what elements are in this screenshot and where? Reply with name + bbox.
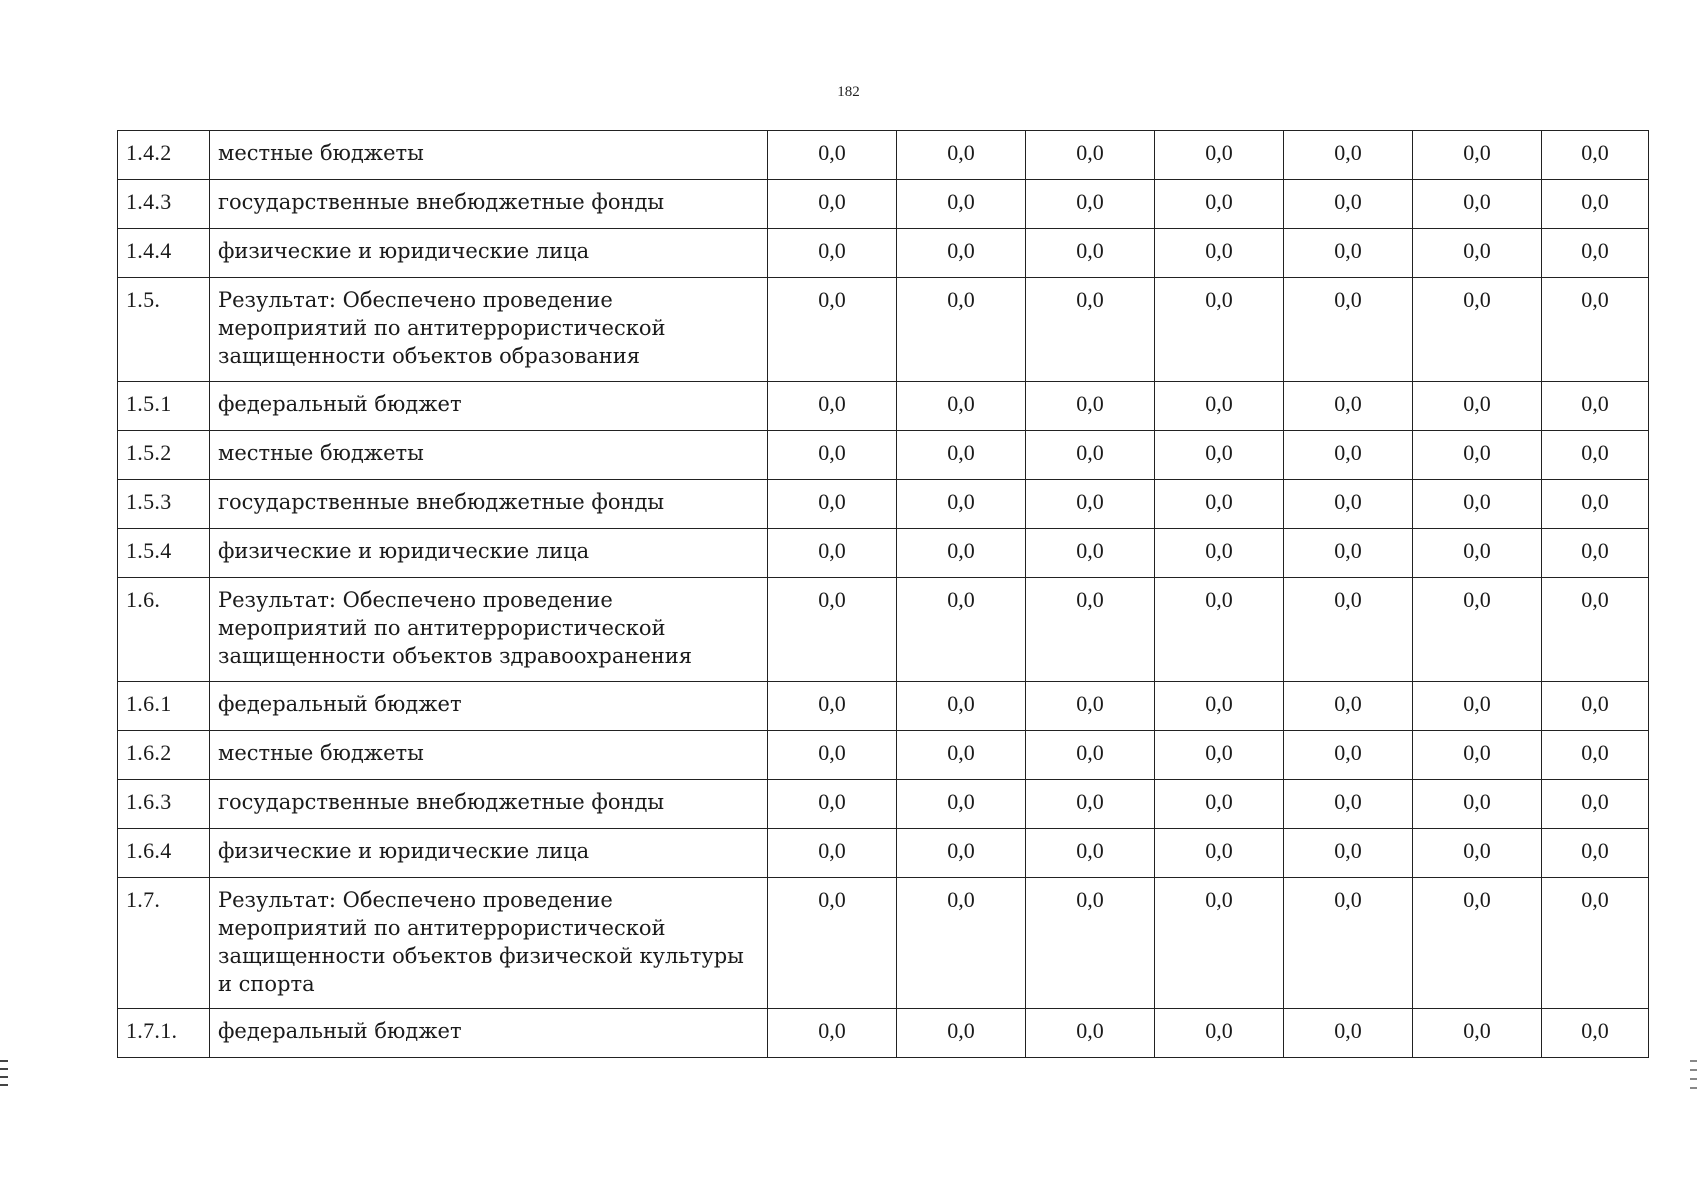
value-cell: 0,0	[1413, 529, 1542, 578]
value-cell: 0,0	[897, 382, 1026, 431]
row-number: 1.5.	[118, 278, 210, 382]
value-cell: 0,0	[1026, 480, 1155, 529]
value-cell: 0,0	[1026, 780, 1155, 829]
value-cell: 0,0	[1155, 229, 1284, 278]
row-label: Результат: Обеспечено проведение мероприятий по антитеррористической защищенности объектов физической культуры и спорта	[210, 878, 768, 1009]
value-cell: 0,0	[768, 829, 897, 878]
row-label: физические и юридические лица	[210, 829, 768, 878]
value-cell: 0,0	[1284, 731, 1413, 780]
value-cell: 0,0	[768, 578, 897, 682]
value-cell: 0,0	[1026, 382, 1155, 431]
value-cell: 0,0	[1026, 1009, 1155, 1058]
row-label: физические и юридические лица	[210, 529, 768, 578]
value-cell: 0,0	[1284, 829, 1413, 878]
table-row	[118, 578, 1649, 682]
value-cell: 0,0	[1026, 180, 1155, 229]
value-cell: 0,0	[1542, 180, 1649, 229]
value-cell: 0,0	[1542, 780, 1649, 829]
value-cell: 0,0	[897, 278, 1026, 382]
value-cell: 0,0	[1413, 578, 1542, 682]
value-cell: 0,0	[768, 229, 897, 278]
value-cell: 0,0	[1155, 682, 1284, 731]
value-cell: 0,0	[1413, 731, 1542, 780]
value-cell: 0,0	[1026, 682, 1155, 731]
value-cell: 0,0	[768, 180, 897, 229]
table-row	[118, 431, 1649, 480]
value-cell: 0,0	[768, 1009, 897, 1058]
value-cell: 0,0	[768, 431, 897, 480]
value-cell: 0,0	[1155, 480, 1284, 529]
value-cell: 0,0	[1284, 578, 1413, 682]
row-number: 1.6.	[118, 578, 210, 682]
value-cell: 0,0	[1542, 529, 1649, 578]
row-number: 1.7.1.	[118, 1009, 210, 1058]
budget-table	[117, 130, 1649, 1058]
value-cell: 0,0	[1155, 780, 1284, 829]
value-cell: 0,0	[1542, 578, 1649, 682]
value-cell: 0,0	[1413, 131, 1542, 180]
value-cell: 0,0	[1155, 278, 1284, 382]
row-label: государственные внебюджетные фонды	[210, 780, 768, 829]
value-cell: 0,0	[1155, 131, 1284, 180]
value-cell: 0,0	[1284, 529, 1413, 578]
row-label: Результат: Обеспечено проведение мероприятий по антитеррористической защищенности объектов образования	[210, 278, 768, 382]
value-cell: 0,0	[1284, 1009, 1413, 1058]
value-cell: 0,0	[1542, 682, 1649, 731]
row-number: 1.5.2	[118, 431, 210, 480]
value-cell: 0,0	[768, 682, 897, 731]
value-cell: 0,0	[1284, 131, 1413, 180]
table-row	[118, 278, 1649, 382]
table-row	[118, 829, 1649, 878]
table-row	[118, 731, 1649, 780]
value-cell: 0,0	[1284, 180, 1413, 229]
value-cell: 0,0	[1155, 878, 1284, 1009]
value-cell: 0,0	[768, 480, 897, 529]
row-number: 1.5.4	[118, 529, 210, 578]
table-row	[118, 180, 1649, 229]
value-cell: 0,0	[768, 731, 897, 780]
value-cell: 0,0	[897, 180, 1026, 229]
row-number: 1.4.3	[118, 180, 210, 229]
row-label: местные бюджеты	[210, 731, 768, 780]
value-cell: 0,0	[1284, 780, 1413, 829]
value-cell: 0,0	[897, 229, 1026, 278]
value-cell: 0,0	[1026, 731, 1155, 780]
value-cell: 0,0	[768, 278, 897, 382]
table-row	[118, 682, 1649, 731]
value-cell: 0,0	[1155, 578, 1284, 682]
value-cell: 0,0	[1413, 278, 1542, 382]
value-cell: 0,0	[1026, 578, 1155, 682]
table-row	[118, 1009, 1649, 1058]
value-cell: 0,0	[1284, 229, 1413, 278]
value-cell: 0,0	[1026, 529, 1155, 578]
value-cell: 0,0	[1413, 229, 1542, 278]
value-cell: 0,0	[1542, 431, 1649, 480]
value-cell: 0,0	[1413, 431, 1542, 480]
value-cell: 0,0	[1542, 480, 1649, 529]
table-row	[118, 229, 1649, 278]
row-number: 1.4.4	[118, 229, 210, 278]
scan-marks-right	[1690, 1060, 1697, 1096]
value-cell: 0,0	[1155, 829, 1284, 878]
row-label: федеральный бюджет	[210, 382, 768, 431]
table-row	[118, 780, 1649, 829]
value-cell: 0,0	[897, 131, 1026, 180]
value-cell: 0,0	[1284, 878, 1413, 1009]
value-cell: 0,0	[897, 878, 1026, 1009]
value-cell: 0,0	[768, 529, 897, 578]
value-cell: 0,0	[1284, 682, 1413, 731]
value-cell: 0,0	[1026, 229, 1155, 278]
value-cell: 0,0	[1155, 431, 1284, 480]
row-label: государственные внебюджетные фонды	[210, 180, 768, 229]
value-cell: 0,0	[897, 682, 1026, 731]
value-cell: 0,0	[897, 480, 1026, 529]
value-cell: 0,0	[897, 529, 1026, 578]
value-cell: 0,0	[1542, 829, 1649, 878]
value-cell: 0,0	[1026, 278, 1155, 382]
value-cell: 0,0	[1413, 480, 1542, 529]
value-cell: 0,0	[1542, 878, 1649, 1009]
row-label: федеральный бюджет	[210, 1009, 768, 1058]
value-cell: 0,0	[1413, 180, 1542, 229]
row-number: 1.5.3	[118, 480, 210, 529]
row-number: 1.6.3	[118, 780, 210, 829]
value-cell: 0,0	[1542, 382, 1649, 431]
value-cell: 0,0	[897, 431, 1026, 480]
value-cell: 0,0	[897, 829, 1026, 878]
value-cell: 0,0	[1026, 431, 1155, 480]
value-cell: 0,0	[897, 731, 1026, 780]
scan-marks-left	[0, 1060, 8, 1092]
value-cell: 0,0	[1542, 229, 1649, 278]
value-cell: 0,0	[1155, 180, 1284, 229]
row-label: государственные внебюджетные фонды	[210, 480, 768, 529]
value-cell: 0,0	[1413, 829, 1542, 878]
row-label: местные бюджеты	[210, 131, 768, 180]
value-cell: 0,0	[1155, 382, 1284, 431]
value-cell: 0,0	[1026, 878, 1155, 1009]
value-cell: 0,0	[1284, 382, 1413, 431]
table-row	[118, 480, 1649, 529]
value-cell: 0,0	[1026, 131, 1155, 180]
value-cell: 0,0	[1542, 278, 1649, 382]
value-cell: 0,0	[1542, 131, 1649, 180]
value-cell: 0,0	[1026, 829, 1155, 878]
value-cell: 0,0	[1155, 1009, 1284, 1058]
value-cell: 0,0	[1155, 529, 1284, 578]
row-label: федеральный бюджет	[210, 682, 768, 731]
value-cell: 0,0	[1413, 382, 1542, 431]
table-row	[118, 382, 1649, 431]
row-number: 1.6.4	[118, 829, 210, 878]
row-number: 1.7.	[118, 878, 210, 1009]
value-cell: 0,0	[768, 780, 897, 829]
value-cell: 0,0	[897, 578, 1026, 682]
value-cell: 0,0	[1413, 1009, 1542, 1058]
value-cell: 0,0	[1284, 278, 1413, 382]
row-number: 1.6.2	[118, 731, 210, 780]
page-number: 182	[837, 84, 860, 100]
table-body	[118, 131, 1649, 1058]
value-cell: 0,0	[1413, 780, 1542, 829]
value-cell: 0,0	[1542, 1009, 1649, 1058]
value-cell: 0,0	[1542, 731, 1649, 780]
row-number: 1.6.1	[118, 682, 210, 731]
row-label: местные бюджеты	[210, 431, 768, 480]
value-cell: 0,0	[1413, 682, 1542, 731]
table-row	[118, 529, 1649, 578]
value-cell: 0,0	[1413, 878, 1542, 1009]
value-cell: 0,0	[897, 780, 1026, 829]
value-cell: 0,0	[1284, 431, 1413, 480]
value-cell: 0,0	[768, 878, 897, 1009]
value-cell: 0,0	[897, 1009, 1026, 1058]
table-row	[118, 878, 1649, 1009]
table-row	[118, 131, 1649, 180]
row-number: 1.4.2	[118, 131, 210, 180]
row-label: физические и юридические лица	[210, 229, 768, 278]
row-number: 1.5.1	[118, 382, 210, 431]
value-cell: 0,0	[1284, 480, 1413, 529]
value-cell: 0,0	[768, 382, 897, 431]
value-cell: 0,0	[768, 131, 897, 180]
row-label: Результат: Обеспечено проведение мероприятий по антитеррористической защищенности объектов здравоохранения	[210, 578, 768, 682]
value-cell: 0,0	[1155, 731, 1284, 780]
